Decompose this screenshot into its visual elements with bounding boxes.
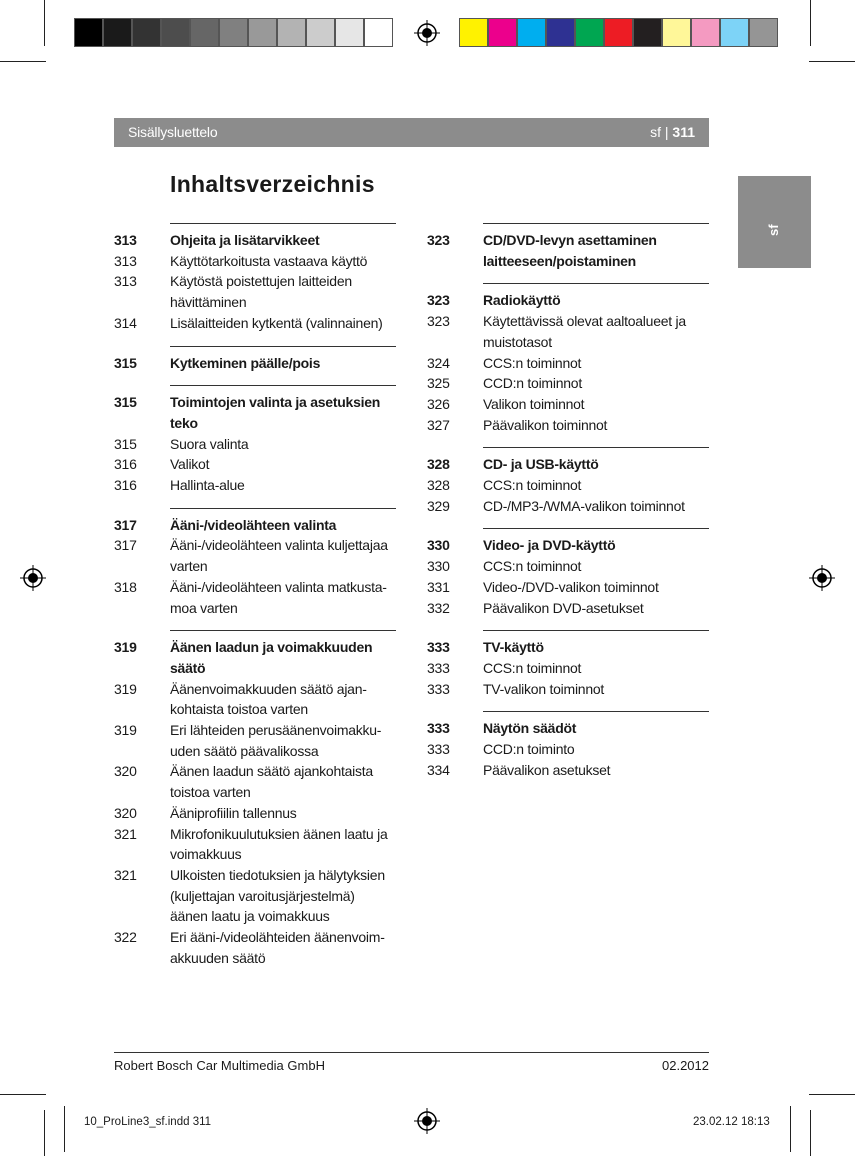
- toc-entry: [114, 679, 396, 720]
- toc-heading: [114, 515, 396, 536]
- running-header: [114, 118, 709, 147]
- toc-heading: [114, 230, 396, 251]
- toc-entry: [427, 415, 709, 436]
- toc-page-number: 330: [427, 537, 450, 554]
- color-swatch: [720, 18, 749, 47]
- toc-entry-text: Ulkoisten tiedotuksien ja hälytyksien (kuljettajan varoitusjärjestelmä) äänen laatu ja voimakkuus: [170, 866, 385, 925]
- toc-page-number: 320: [114, 763, 137, 780]
- toc-entry-text: CCD:n toiminto: [483, 741, 575, 758]
- toc-page-number: 326: [427, 395, 450, 412]
- toc-page-number: 321: [114, 825, 137, 842]
- toc-entry-text: Toimintojen valinta ja asetuksien teko: [170, 394, 381, 431]
- toc-entry: [114, 577, 396, 618]
- toc-page-number: 325: [427, 375, 450, 392]
- toc-entry-text: Ääni-/videolähteen valinta kuljettajaa varten: [170, 537, 388, 575]
- color-swatch: [459, 18, 488, 47]
- toc-entry: [427, 556, 709, 577]
- crop-mark: [44, 0, 45, 46]
- toc-heading: [427, 454, 709, 475]
- toc-entry-text: Valikon toiminnot: [483, 395, 585, 412]
- crop-mark: [809, 1094, 855, 1095]
- toc-entry-text: CCS:n toiminnot: [483, 659, 582, 676]
- slug-timestamp: 23.02.12 18:13: [693, 1116, 770, 1128]
- color-swatch: [749, 18, 778, 47]
- toc-page-number: 323: [427, 232, 450, 248]
- toc-entry: [427, 496, 709, 517]
- color-swatch: [335, 18, 364, 47]
- crop-mark: [810, 1110, 811, 1156]
- toc-entry-text: CCS:n toiminnot: [483, 558, 582, 575]
- toc-entry: [427, 598, 709, 619]
- toc-entry: [114, 271, 396, 312]
- toc-section: [427, 711, 709, 780]
- toc-right-column: [427, 223, 709, 792]
- toc-entry: [114, 865, 396, 927]
- toc-entry: [427, 739, 709, 760]
- toc-entry-text: Käytöstä poistettujen laitteiden hävittäminen: [170, 273, 352, 311]
- toc-page-number: 332: [427, 599, 450, 616]
- toc-entry: [427, 760, 709, 781]
- toc-entry: [114, 803, 396, 824]
- toc-page-number: 322: [114, 929, 137, 946]
- toc-section: [114, 630, 396, 968]
- toc-section: [114, 508, 396, 619]
- crop-mark: [44, 1110, 45, 1156]
- color-swatch: [691, 18, 720, 47]
- toc-entry-text: CD- ja USB-käyttö: [483, 456, 599, 473]
- toc-entry: [427, 658, 709, 679]
- toc-section: [427, 447, 709, 516]
- toc-entry-text: Päävalikon toiminnot: [483, 416, 608, 433]
- toc-page-number: 317: [114, 516, 137, 533]
- toc-page-number: 323: [427, 292, 450, 309]
- toc-page-number: 314: [114, 314, 137, 331]
- crop-mark: [790, 1106, 791, 1152]
- registration-mark-icon: [809, 565, 835, 591]
- toc-entry: [114, 927, 396, 968]
- toc-entry-text: CD-/MP3-/WMA-valikon toiminnot: [483, 497, 685, 514]
- toc-section: [427, 630, 709, 699]
- toc-entry-text: Lisälaitteiden kytkentä (valinnainen): [170, 314, 383, 331]
- toc-entry-text: Käyttötarkoitusta vastaava käyttö: [170, 252, 368, 269]
- toc-entry: [114, 454, 396, 475]
- toc-page-number: 333: [427, 639, 450, 656]
- toc-entry-text: Radiokäyttö: [483, 292, 561, 309]
- color-swatch: [604, 18, 633, 47]
- section-label: Sisällysluettelo: [128, 124, 218, 140]
- registration-mark-icon: [414, 20, 440, 46]
- toc-entry-text: Eri lähteiden perusäänenvoimakku-uden säätö päävalikossa: [170, 722, 382, 759]
- toc-entry: [427, 311, 709, 352]
- toc-section: [427, 528, 709, 618]
- toc-page-number: 331: [427, 578, 450, 595]
- toc-page-number: 321: [114, 866, 137, 883]
- toc-heading: [427, 230, 709, 271]
- toc-page-number: 319: [114, 639, 137, 656]
- toc-entry-text: Päävalikon asetukset: [483, 761, 611, 778]
- toc-page-number: 333: [427, 680, 450, 697]
- toc-entry-text: Video- ja DVD-käyttö: [483, 537, 616, 554]
- color-swatch: [662, 18, 691, 47]
- toc-heading: [427, 718, 709, 739]
- toc-entry-text: Ääni-/videolähteen valinta matkusta-moa varten: [170, 578, 387, 616]
- toc-page-number: 313: [114, 252, 137, 269]
- toc-page-number: 333: [427, 741, 450, 758]
- toc-left-column: [114, 223, 396, 981]
- toc-entry-text: Valikot: [170, 456, 210, 473]
- page-title: Inhaltsverzeichnis: [170, 171, 375, 197]
- toc-entry: [427, 394, 709, 415]
- language-tab-label: sf: [766, 224, 781, 236]
- color-swatch: [161, 18, 190, 47]
- toc-heading: [427, 535, 709, 556]
- toc-page-number: 316: [114, 456, 137, 473]
- toc-entry-text: Ohjeita ja lisätarvikkeet: [170, 232, 320, 248]
- footer-date: 02.2012: [662, 1058, 709, 1073]
- color-swatch: [219, 18, 248, 47]
- toc-page-number: 323: [427, 313, 450, 330]
- toc-entry: [114, 475, 396, 496]
- toc-entry-text: CD/DVD-levyn asettaminen laitteeseen/poistaminen: [483, 232, 657, 269]
- toc-page-number: 319: [114, 680, 137, 697]
- toc-entry: [114, 761, 396, 802]
- toc-entry-text: CCD:n toiminnot: [483, 375, 582, 392]
- toc-page-number: 313: [114, 273, 137, 290]
- toc-entry-text: Ääni-/videolähteen valinta: [170, 516, 337, 533]
- toc-entry-text: Kytkeminen päälle/pois: [170, 354, 321, 371]
- toc-page-number: 333: [427, 720, 450, 737]
- toc-entry-text: Video-/DVD-valikon toiminnot: [483, 578, 659, 595]
- toc-section: [114, 223, 396, 334]
- toc-entry: [114, 535, 396, 576]
- toc-heading: [114, 353, 396, 374]
- footer-rule: [114, 1052, 709, 1053]
- toc-page-number: 317: [114, 537, 137, 554]
- crop-mark: [810, 0, 811, 46]
- toc-entry: [427, 353, 709, 374]
- registration-mark-icon: [414, 1108, 440, 1134]
- toc-entry: [427, 475, 709, 496]
- toc-page-number: 328: [427, 456, 450, 473]
- toc-entry-text: Mikrofonikuulutuksien äänen laatu ja voimakkuus: [170, 825, 388, 863]
- toc-entry-text: Ääniprofiilin tallennus: [170, 804, 297, 821]
- header-page-ref: [650, 124, 695, 140]
- toc-page-number: 315: [114, 394, 137, 411]
- crop-mark: [0, 1094, 46, 1095]
- toc-page-number: 328: [427, 477, 450, 494]
- toc-entry: [114, 720, 396, 761]
- toc-page-number: 315: [114, 435, 137, 452]
- color-swatch: [74, 18, 103, 47]
- toc-entry-text: Käytettävissä olevat aaltoalueet ja muistotasot: [483, 313, 686, 350]
- toc-entry-text: CCS:n toiminnot: [483, 477, 582, 494]
- color-swatch: [306, 18, 335, 47]
- color-swatch: [633, 18, 662, 47]
- toc-heading: [427, 290, 709, 311]
- toc-entry-text: Päävalikon DVD-asetukset: [483, 599, 644, 616]
- toc-entry: [427, 373, 709, 394]
- toc-section: [427, 223, 709, 271]
- toc-entry-text: TV-käyttö: [483, 639, 544, 656]
- color-swatch: [488, 18, 517, 47]
- toc-page-number: 324: [427, 354, 450, 371]
- language-tab: [738, 176, 811, 268]
- color-swatch: [248, 18, 277, 47]
- slug-file: 10_ProLine3_sf.indd 311: [84, 1116, 212, 1128]
- color-swatch: [546, 18, 575, 47]
- toc-page-number: 320: [114, 804, 137, 821]
- footer-company: Robert Bosch Car Multimedia GmbH: [114, 1058, 325, 1073]
- toc-page-number: 318: [114, 578, 137, 595]
- toc-entry-text: Eri ääni-/videolähteiden äänenvoim-akkuuden säätö: [170, 929, 385, 966]
- toc-entry: [114, 824, 396, 865]
- toc-entry-text: CCS:n toiminnot: [483, 354, 582, 371]
- toc-entry-text: Suora valinta: [170, 435, 249, 452]
- toc-page-number: 315: [114, 354, 137, 371]
- toc-page-number: 329: [427, 497, 450, 514]
- page-number: 311: [672, 124, 695, 140]
- toc-entry-text: TV-valikon toiminnot: [483, 680, 605, 697]
- toc-section: [427, 283, 709, 435]
- crop-mark: [0, 61, 46, 62]
- toc-entry-text: Äänen laadun säätö ajankohtaista toistoa varten: [170, 763, 373, 801]
- color-swatch: [277, 18, 306, 47]
- toc-heading: [114, 637, 396, 678]
- toc-entry-text: Näytön säädöt: [483, 720, 577, 737]
- toc-heading: [427, 637, 709, 658]
- toc-entry: [427, 577, 709, 598]
- toc-section: [114, 385, 396, 496]
- toc-heading: [114, 392, 396, 433]
- toc-page-number: 313: [114, 232, 137, 248]
- registration-mark-icon: [20, 565, 46, 591]
- color-swatch: [364, 18, 393, 47]
- toc-entry: [114, 251, 396, 272]
- toc-entry: [114, 434, 396, 455]
- toc-page-number: 316: [114, 477, 137, 494]
- toc-page-number: 330: [427, 558, 450, 575]
- toc-entry-text: Äänen laadun ja voimakkuuden säätö: [170, 639, 373, 676]
- color-swatch: [103, 18, 132, 47]
- color-swatch: [132, 18, 161, 47]
- toc-page-number: 319: [114, 722, 137, 739]
- toc-section: [114, 346, 396, 374]
- color-swatch: [190, 18, 219, 47]
- toc-page-number: 334: [427, 761, 450, 778]
- color-calibration-bar: [459, 18, 778, 47]
- toc-entry: [427, 679, 709, 700]
- toc-entry-text: Hallinta-alue: [170, 477, 245, 494]
- color-swatch: [517, 18, 546, 47]
- toc-page-number: 333: [427, 659, 450, 676]
- header-separator: |: [664, 124, 669, 140]
- toc-entry: [114, 313, 396, 334]
- header-lang: sf: [650, 124, 661, 140]
- crop-mark: [809, 61, 855, 62]
- toc-entry-text: Äänenvoimakkuuden säätö ajan-kohtaista toistoa varten: [170, 680, 367, 718]
- color-swatch: [575, 18, 604, 47]
- crop-mark: [64, 1106, 65, 1152]
- toc-page-number: 327: [427, 416, 450, 433]
- gray-calibration-bar: [74, 18, 393, 47]
